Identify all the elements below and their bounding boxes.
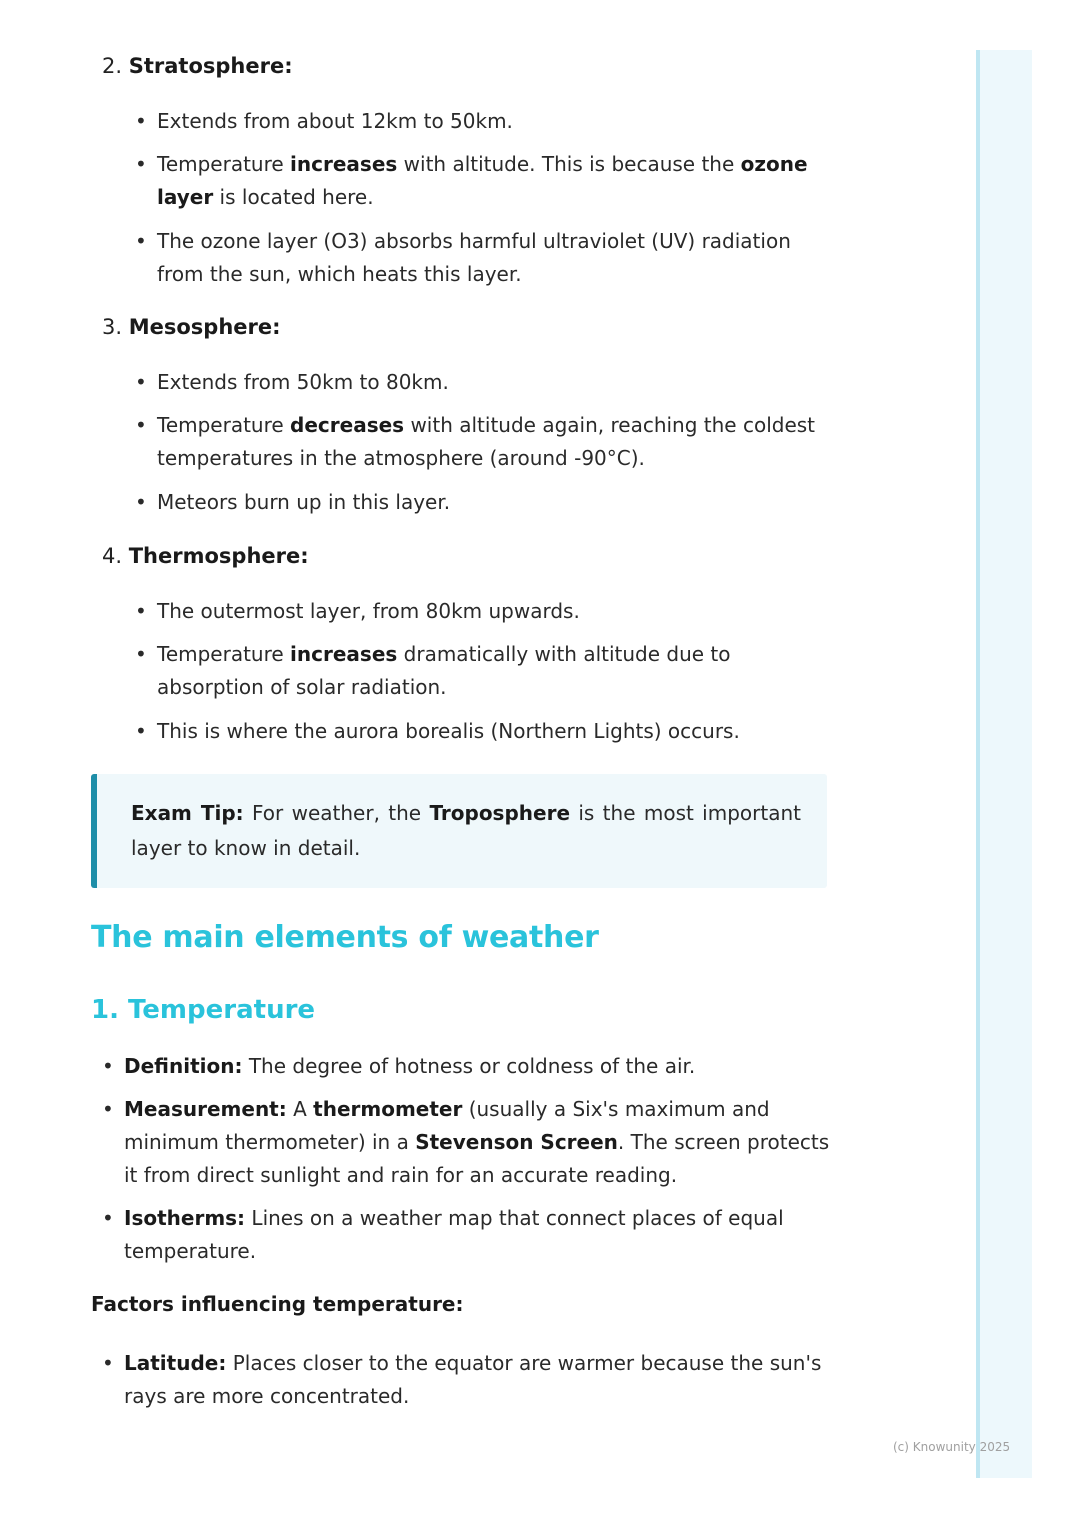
list-item-text: is located here.	[213, 185, 374, 209]
layer-heading-mesosphere	[102, 315, 281, 339]
layer-title: Thermosphere:	[128, 544, 309, 568]
copyright-footer: (c) Knowunity 2025	[893, 1440, 1011, 1454]
factors-heading: Factors influencing temperature:	[91, 1292, 464, 1316]
list-item-text: The ozone layer (O3) absorbs harmful ultraviolet (UV) radiation from the sun, which heats this layer.	[157, 229, 791, 286]
bold-term: Definition:	[124, 1054, 243, 1078]
bullet-icon: •	[135, 490, 147, 514]
list-item-text: . The screen protects it from direct sunlight and rain for an accurate reading.	[124, 1130, 830, 1187]
list-item	[135, 366, 837, 399]
bullet-icon: •	[135, 152, 147, 176]
list-item-text: Temperature	[157, 152, 291, 176]
exam-tip-label: Exam Tip:	[131, 801, 244, 825]
bullet-icon: •	[102, 1054, 114, 1078]
list-item	[135, 638, 837, 704]
list-item	[135, 148, 837, 214]
bullet-icon: •	[135, 719, 147, 743]
exam-tip-text-part: For weather, the	[243, 801, 430, 825]
list-item-text: Extends from about 12km to 50km.	[157, 109, 513, 133]
bullet-icon: •	[102, 1097, 114, 1121]
side-margin-strip	[976, 50, 1032, 1478]
bullet-icon: •	[102, 1351, 114, 1375]
list-item-text: Lines on a weather map that connect places of equal temperature.	[124, 1206, 784, 1263]
list-item	[135, 595, 837, 628]
list-item-text: Extends from 50km to 80km.	[157, 370, 449, 394]
layer-heading-thermosphere	[102, 544, 309, 568]
bold-term: ozone layer	[157, 152, 808, 209]
section-title: The main elements of weather	[91, 920, 599, 955]
list-item	[135, 715, 837, 748]
bold-term: decreases	[290, 413, 405, 437]
bold-term: Isotherms:	[124, 1206, 246, 1230]
layer-title: Stratosphere:	[128, 54, 293, 78]
bullet-icon: •	[135, 642, 147, 666]
layer-number: 4.	[102, 544, 123, 568]
list-item-text: The degree of hotness or coldness of the air.	[242, 1054, 696, 1078]
list-item-text: dramatically with altitude due to absorption of solar radiation.	[157, 642, 731, 699]
subsection-title: 1. Temperature	[91, 995, 316, 1025]
bullet-icon: •	[135, 109, 147, 133]
list-item-text: The outermost layer, from 80km upwards.	[157, 599, 580, 623]
list-item-text: Meteors burn up in this layer.	[157, 490, 451, 514]
layer-number: 2.	[102, 54, 123, 78]
list-item-text: with altitude. This is because the	[397, 152, 741, 176]
bold-term: Stevenson Screen	[415, 1130, 618, 1154]
list-item	[102, 1050, 834, 1083]
list-item-text: This is where the aurora borealis (Northern Lights) occurs.	[157, 719, 740, 743]
list-item	[102, 1202, 834, 1268]
list-item-text: Temperature	[157, 642, 291, 666]
list-item-text: (usually a Six's maximum and minimum thermometer) in a	[124, 1097, 770, 1154]
layer-number: 3.	[102, 315, 123, 339]
layer-title: Mesosphere:	[128, 315, 281, 339]
bold-term: Troposphere	[429, 801, 571, 825]
list-item-text: Places closer to the equator are warmer because the sun's rays are more concentrated.	[124, 1351, 822, 1408]
bold-term: increases	[290, 642, 398, 666]
bullet-icon: •	[135, 599, 147, 623]
list-item	[135, 409, 837, 475]
list-item-text: Temperature	[157, 413, 291, 437]
bullet-icon: •	[102, 1206, 114, 1230]
bold-term: increases	[290, 152, 398, 176]
list-item	[135, 486, 837, 519]
bold-term: Latitude:	[124, 1351, 227, 1375]
list-item	[135, 225, 837, 291]
bold-term: Measurement:	[124, 1097, 287, 1121]
bullet-icon: •	[135, 413, 147, 437]
layer-heading-stratosphere	[102, 54, 293, 78]
exam-tip-callout	[91, 774, 827, 888]
list-item	[102, 1093, 834, 1192]
list-item	[102, 1347, 834, 1413]
list-item-text: with altitude again, reaching the coldest temperatures in the atmosphere (around -90°C).	[157, 413, 816, 470]
bullet-icon: •	[135, 370, 147, 394]
list-item	[135, 105, 837, 138]
bold-term: thermometer	[313, 1097, 463, 1121]
list-item-text: A	[286, 1097, 314, 1121]
bullet-icon: •	[135, 229, 147, 253]
exam-tip-text-part: is the most important layer to know in detail.	[131, 801, 801, 860]
exam-tip-text	[131, 796, 801, 866]
